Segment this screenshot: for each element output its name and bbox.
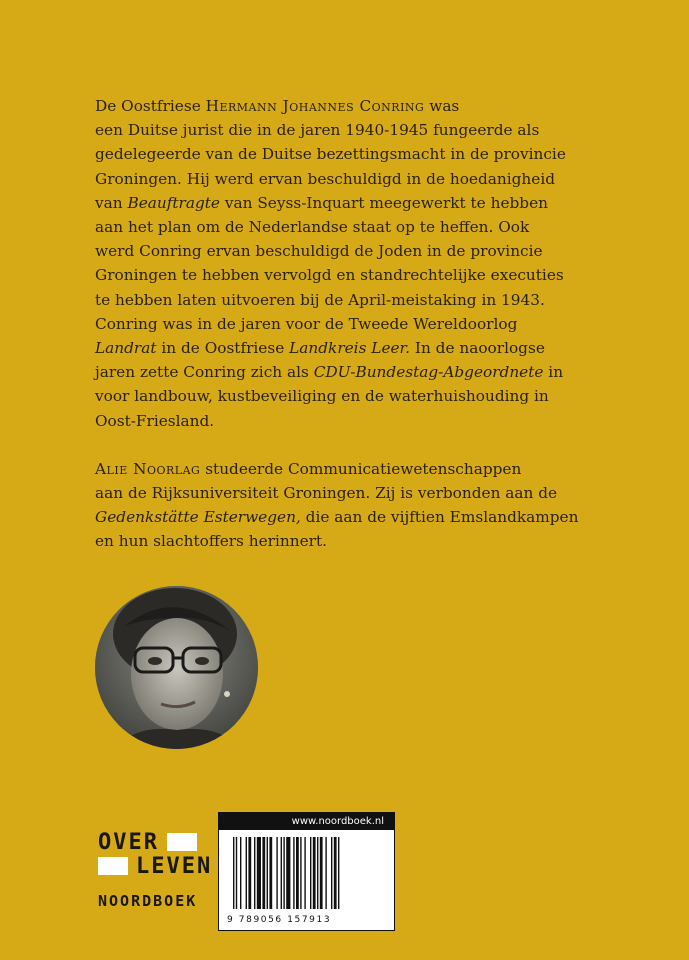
- text-line: en hun slachtoffers herinnert.: [95, 532, 327, 551]
- text-line: jaren zette Conring zich als CDU-Bundestag-Abgeordnete in: [95, 363, 564, 382]
- barcode-bar: [276, 837, 277, 909]
- barcode-bar: [236, 837, 237, 909]
- text-line: voor landbouw, kustbeveiliging en de waterhuishouding in: [95, 387, 549, 406]
- logo-row-leven: LEVEN: [98, 854, 212, 878]
- barcode-bar: [283, 837, 284, 909]
- barcode-bar: [325, 837, 326, 909]
- barcode-bar: [286, 837, 290, 909]
- publisher-name: NOORDBOEK: [98, 892, 198, 910]
- barcode-bar: [320, 837, 323, 909]
- barcode-bar: [293, 837, 294, 909]
- logo-row-over: OVER: [98, 830, 212, 854]
- barcode-bar: [304, 837, 305, 909]
- publisher-logo: [98, 830, 212, 910]
- subject-name: Hermann Johannes Conring: [205, 97, 425, 115]
- barcode-bar: [254, 837, 255, 909]
- text-line: Alie Noorlag studeerde Communicatiewetenschappen: [95, 459, 522, 478]
- publisher-url: www.noordboek.nl: [219, 813, 394, 830]
- text-line: Landrat in de Oostfriese Landkreis Leer. In de naoorlogse: [95, 339, 545, 358]
- text-line: aan de Rijksuniversiteit Groningen. Zij is verbonden aan de: [95, 484, 558, 503]
- barcode-bar: [257, 837, 261, 909]
- barcode-bars: [233, 837, 383, 909]
- text-line: Groningen. Hij werd ervan beschuldigd in de hoedanigheid: [95, 169, 556, 188]
- logo-block-shape: [98, 857, 128, 875]
- barcode-bar: [267, 837, 268, 909]
- barcode-bar: [338, 837, 339, 909]
- text-line: van Beauftragte van Seyss-Inquart meegewerkt te hebben: [95, 193, 548, 212]
- isbn-number: 9 789056 157913: [227, 915, 332, 925]
- isbn-barcode: [218, 812, 395, 931]
- barcode-bar: [296, 837, 299, 909]
- barcode-bar: [281, 837, 282, 909]
- text-line: te hebben laten uitvoeren bij de April-meistaking in 1943.: [95, 290, 545, 309]
- text-line: Oost-Friesland.: [95, 411, 215, 430]
- barcode-bar: [262, 837, 265, 909]
- text-line: aan het plan om de Nederlandse staat op te heffen. Ook: [95, 218, 530, 237]
- barcode-bar: [313, 837, 316, 909]
- text-line: werd Conring ervan beschuldigd de Joden in de provincie: [95, 242, 543, 261]
- barcode-bar: [334, 837, 337, 909]
- barcode-bar: [310, 837, 311, 909]
- barcode-bar: [317, 837, 318, 909]
- barcode-bar: [240, 837, 241, 909]
- barcode-bar: [248, 837, 251, 909]
- barcode-bar: [233, 837, 234, 909]
- logo-block-shape: [167, 833, 197, 851]
- author-subject-paragraph: [95, 94, 655, 433]
- text-line: Groningen te hebben vervolgd en standrechtelijke executies: [95, 266, 564, 285]
- text-line: gedelegeerde van de Duitse bezettingsmacht in de provincie: [95, 145, 566, 164]
- barcode-bar: [269, 837, 272, 909]
- barcode-bar: [300, 837, 301, 909]
- text-line: Gedenkstätte Esterwegen, die aan de vijftien Emslandkampen: [95, 508, 579, 527]
- author-name: Alie Noorlag: [95, 459, 201, 478]
- back-cover-text: [95, 94, 655, 578]
- text-line: Conring was in de jaren voor de Tweede Wereldoorlog: [95, 314, 518, 333]
- author-portrait: [95, 586, 258, 749]
- text-line: De Oostfriese Hermann Johannes Conring was: [95, 97, 460, 115]
- text-line: een Duitse jurist die in de jaren 1940-1945 fungeerde als: [95, 121, 540, 140]
- barcode-bar: [246, 837, 247, 909]
- author-bio-paragraph: [95, 457, 655, 554]
- portrait-image: [95, 586, 258, 749]
- barcode-bar: [331, 837, 332, 909]
